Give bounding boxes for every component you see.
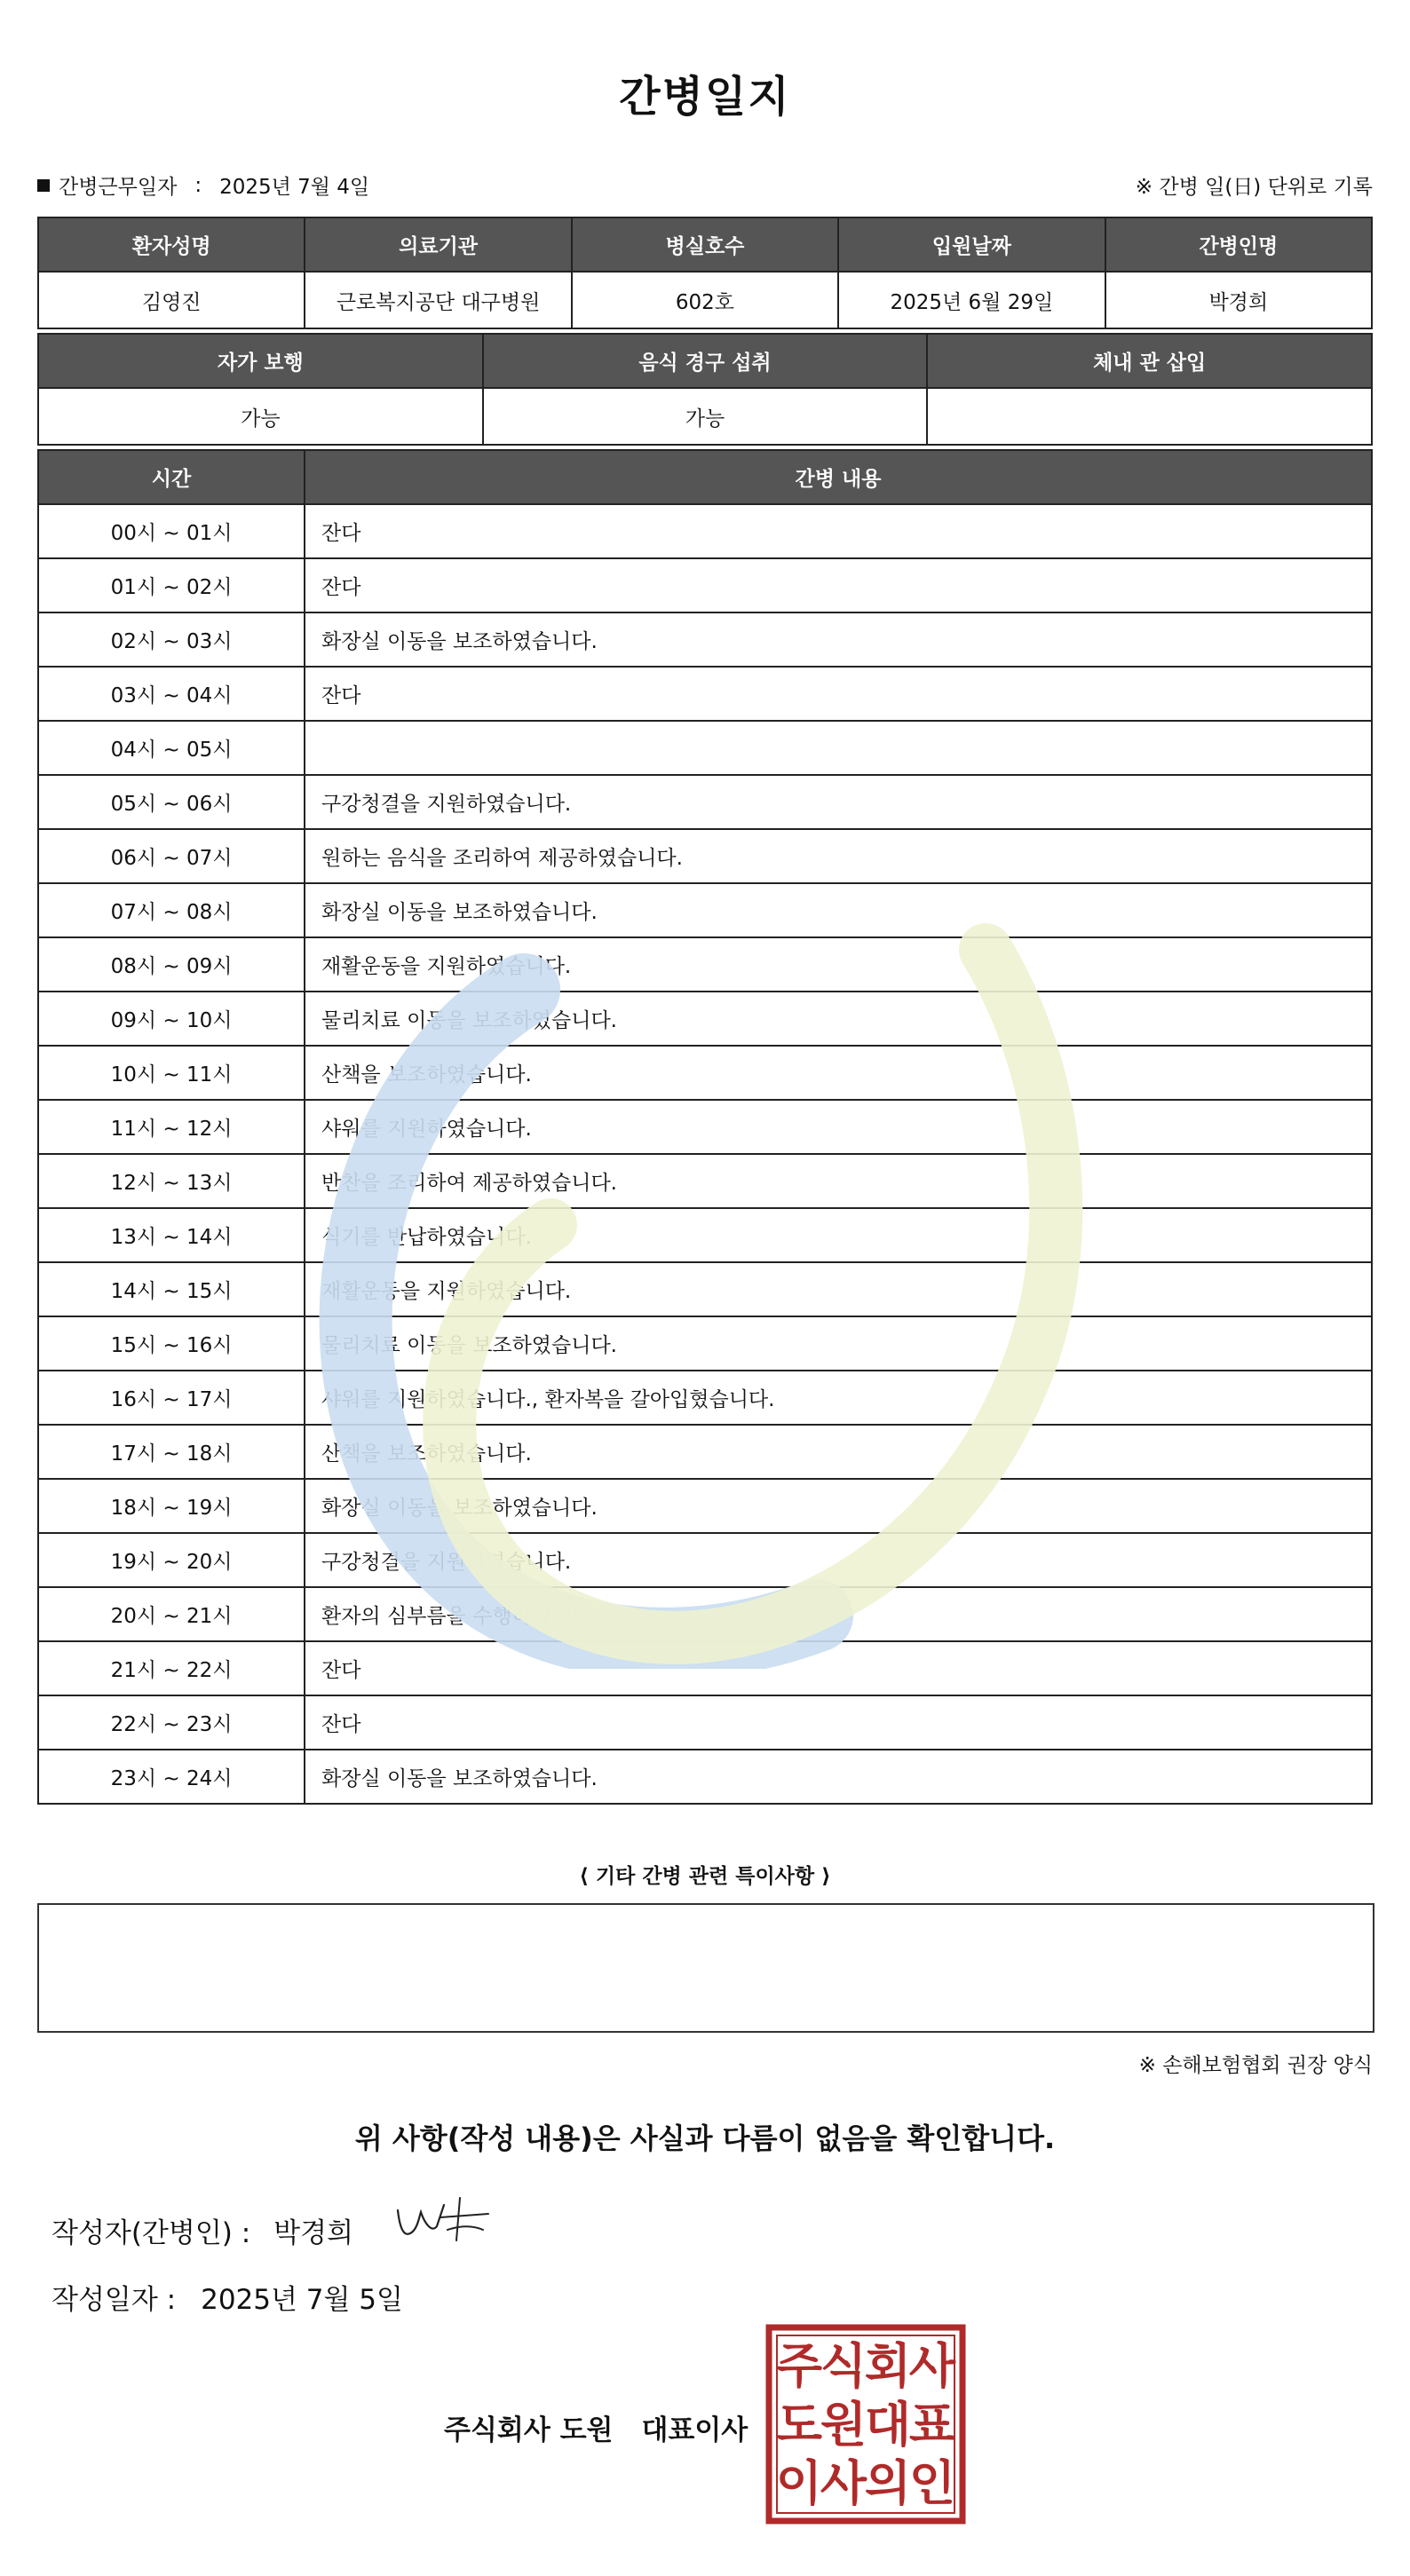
written-date-line: [51, 2277, 403, 2317]
seal-glyph: 도: [775, 2397, 823, 2453]
log-content: [305, 721, 1372, 775]
log-time: 23시 ~ 24시: [38, 1750, 305, 1804]
table-row: [38, 1154, 1372, 1208]
special-notes-title: ⟨ 기타 간병 관련 특이사항 ⟩: [579, 1865, 831, 1888]
log-content: 재활운동을 지원하였습니다.: [305, 1262, 1372, 1316]
log-time: 08시 ~ 09시: [38, 937, 305, 992]
log-time: 09시 ~ 10시: [38, 992, 305, 1046]
seal-glyph: 원: [820, 2397, 867, 2453]
log-content: 물리치료 이동을 보조하였습니다.: [305, 992, 1372, 1046]
table-row: [38, 1479, 1372, 1533]
seal-glyph: 사: [908, 2338, 956, 2394]
log-time: 16시 ~ 17시: [38, 1371, 305, 1425]
log-time: 10시 ~ 11시: [38, 1046, 305, 1100]
table-row: [38, 992, 1372, 1046]
log-content: 구강청결을 지원하였습니다.: [305, 1533, 1372, 1587]
patient-name: 김영진: [38, 272, 305, 328]
writer-label: 작성자(간병인) :: [51, 2217, 251, 2249]
log-time: 06시 ~ 07시: [38, 829, 305, 883]
log-content: 샤워를 지원하였습니다., 환자복을 갈아입혔습니다.: [305, 1371, 1372, 1425]
log-time: 01시 ~ 02시: [38, 558, 305, 612]
company-name: 주식회사 도원: [444, 2414, 614, 2446]
log-content: 화장실 이동을 보조하였습니다.: [305, 1479, 1372, 1533]
table-row: [38, 612, 1372, 667]
seal-glyph: 의: [864, 2455, 912, 2511]
form-recommendation-note: ※ 손해보험협회 권장 양식: [1138, 2054, 1373, 2077]
room-number: 602호: [572, 272, 838, 328]
table-row: [38, 1641, 1372, 1695]
table-row: [38, 504, 1372, 558]
table-row: [38, 1100, 1372, 1154]
company-seal-stamp: [765, 2324, 966, 2525]
info-row: [37, 170, 1373, 201]
table-row: [38, 829, 1372, 883]
log-content: 화장실 이동을 보조하였습니다.: [305, 612, 1372, 667]
ability-value-row: [38, 388, 1372, 445]
log-time: 20시 ~ 21시: [38, 1587, 305, 1641]
log-content: 식기를 반납하였습니다.: [305, 1208, 1372, 1262]
care-log-table: [37, 449, 1373, 1805]
special-notes-box: [37, 1903, 1374, 2033]
table-row: [38, 1533, 1372, 1587]
log-time: 19시 ~ 20시: [38, 1533, 305, 1587]
table-row: [38, 1750, 1372, 1804]
tube-value: [927, 388, 1372, 445]
table-row: [38, 937, 1372, 992]
log-time: 07시 ~ 08시: [38, 883, 305, 937]
log-time: 17시 ~ 18시: [38, 1425, 305, 1479]
log-time: 21시 ~ 22시: [38, 1641, 305, 1695]
writer-name: 박경희: [273, 2217, 354, 2249]
seal-glyph: 주: [775, 2338, 823, 2394]
duty-date-value: 2025년 7월 4일: [219, 176, 370, 199]
table-row: [38, 558, 1372, 612]
table-row: [38, 1425, 1372, 1479]
log-content: 샤워를 지원하였습니다.: [305, 1100, 1372, 1154]
log-time: 22시 ~ 23시: [38, 1695, 305, 1750]
table-row: [38, 1695, 1372, 1750]
document-title: 간병일지: [619, 72, 791, 122]
seal-glyph: 인: [908, 2455, 956, 2511]
caregiver-name: 박경희: [1105, 272, 1372, 328]
ability-header-row: [38, 334, 1372, 388]
log-body: [38, 504, 1372, 1804]
table-row: [38, 1316, 1372, 1371]
header-hospital: 의료기관: [305, 217, 571, 272]
writer-line: [51, 2210, 353, 2250]
log-time: 11시 ~ 12시: [38, 1100, 305, 1154]
patient-header-row: [38, 217, 1372, 272]
duty-date: [37, 170, 369, 200]
oral-intake-value: 가능: [483, 388, 928, 445]
written-date-label: 작성일자 :: [51, 2284, 177, 2316]
log-time: 04시 ~ 05시: [38, 721, 305, 775]
company-line: [444, 2407, 748, 2447]
ability-table: [37, 333, 1373, 446]
log-content: 물리치료 이동을 보조하였습니다.: [305, 1316, 1372, 1371]
log-time: 00시 ~ 01시: [38, 504, 305, 558]
header-care-content: 간병 내용: [305, 450, 1372, 504]
log-time: 03시 ~ 04시: [38, 667, 305, 721]
record-unit-note: ※ 간병 일(日) 단위로 기록: [1135, 176, 1373, 199]
handwritten-signature: [391, 2191, 533, 2253]
log-time: 12시 ~ 13시: [38, 1154, 305, 1208]
confirmation-statement: 위 사항(작성 내용)은 사실과 다름이 없음을 확인합니다.: [354, 2122, 1056, 2155]
log-content: 산책을 보조하였습니다.: [305, 1046, 1372, 1100]
log-content: 잔다: [305, 558, 1372, 612]
seal-glyph: 대: [864, 2397, 912, 2453]
square-bullet-icon: [37, 179, 50, 192]
duty-date-sep: :: [194, 173, 202, 197]
table-row: [38, 775, 1372, 829]
representative-title: 대표이사: [641, 2414, 749, 2446]
log-content: 잔다: [305, 1641, 1372, 1695]
log-content: 원하는 음식을 조리하여 제공하였습니다.: [305, 829, 1372, 883]
log-content: 화장실 이동을 보조하였습니다.: [305, 1750, 1372, 1804]
log-content: 구강청결을 지원하였습니다.: [305, 775, 1372, 829]
table-row: [38, 1371, 1372, 1425]
log-content: 잔다: [305, 1695, 1372, 1750]
header-oral-intake: 음식 경구 섭취: [483, 334, 928, 388]
log-content: 재활운동을 지원하였습니다.: [305, 937, 1372, 992]
header-room: 병실호수: [572, 217, 838, 272]
patient-info-table: [37, 217, 1373, 329]
log-time: 13시 ~ 14시: [38, 1208, 305, 1262]
log-content: 반찬을 조리하여 제공하였습니다.: [305, 1154, 1372, 1208]
seal-glyph: 표: [908, 2397, 956, 2453]
table-row: [38, 1208, 1372, 1262]
table-row: [38, 721, 1372, 775]
header-time: 시간: [38, 450, 305, 504]
seal-glyph: 사: [820, 2455, 867, 2511]
table-row: [38, 1587, 1372, 1641]
table-row: [38, 1046, 1372, 1100]
duty-date-label: 간병근무일자: [59, 176, 178, 199]
seal-glyph: 회: [864, 2338, 912, 2394]
log-time: 15시 ~ 16시: [38, 1316, 305, 1371]
written-date-value: 2025년 7월 5일: [201, 2284, 403, 2316]
header-patient-name: 환자성명: [38, 217, 305, 272]
log-content: 산책을 보조하였습니다.: [305, 1425, 1372, 1479]
log-content: 환자의 심부름을 수행하였습니다.: [305, 1587, 1372, 1641]
log-time: 18시 ~ 19시: [38, 1479, 305, 1533]
patient-value-row: [38, 272, 1372, 328]
log-time: 05시 ~ 06시: [38, 775, 305, 829]
table-row: [38, 1262, 1372, 1316]
seal-glyph: 식: [820, 2338, 867, 2394]
admission-date: 2025년 6월 29일: [838, 272, 1105, 328]
header-caregiver: 간병인명: [1105, 217, 1372, 272]
log-time: 14시 ~ 15시: [38, 1262, 305, 1316]
log-time: 02시 ~ 03시: [38, 612, 305, 667]
table-row: [38, 667, 1372, 721]
header-tube: 체내 관 삽입: [927, 334, 1372, 388]
log-content: 잔다: [305, 667, 1372, 721]
header-admission-date: 입원날짜: [838, 217, 1105, 272]
log-content: 화장실 이동을 보조하였습니다.: [305, 883, 1372, 937]
table-row: [38, 883, 1372, 937]
header-walking: 자가 보행: [38, 334, 483, 388]
log-content: 잔다: [305, 504, 1372, 558]
seal-glyph: 이: [775, 2455, 823, 2511]
hospital-name: 근로복지공단 대구병원: [305, 272, 571, 328]
walking-value: 가능: [38, 388, 483, 445]
log-header-row: [38, 450, 1372, 504]
